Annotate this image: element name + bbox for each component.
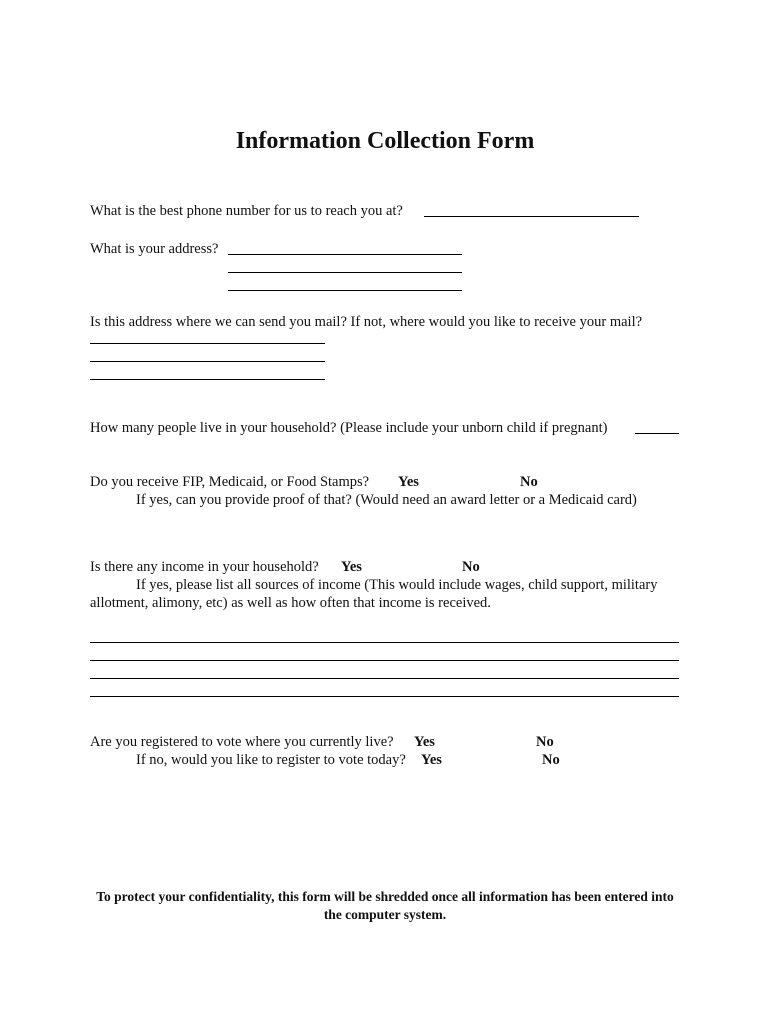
address-field-line-3[interactable]	[228, 290, 462, 291]
household-question: How many people live in your household? (Please include your unborn child if pregnant)	[90, 420, 608, 436]
address-field-line-2[interactable]	[228, 272, 462, 273]
income-yes-option[interactable]: Yes	[341, 559, 362, 575]
income-followup-line-1: If yes, please list all sources of income (This would include wages, child support, military	[136, 577, 658, 593]
income-no-option[interactable]: No	[462, 559, 480, 575]
register-yes-option[interactable]: Yes	[421, 752, 442, 768]
income-field-line-3[interactable]	[90, 678, 679, 679]
benefits-followup: If yes, can you provide proof of that? (Would need an award letter or a Medicaid card)	[136, 492, 637, 508]
register-no-option[interactable]: No	[542, 752, 560, 768]
mail-field-line-1[interactable]	[90, 343, 325, 344]
benefits-no-option[interactable]: No	[520, 474, 538, 490]
mail-question: Is this address where we can send you mail? If not, where would you like to receive your mail?	[90, 314, 643, 330]
page-title: Information Collection Form	[235, 128, 535, 154]
benefits-yes-option[interactable]: Yes	[398, 474, 419, 490]
mail-field-line-3[interactable]	[90, 379, 325, 380]
income-field-line-2[interactable]	[90, 660, 679, 661]
income-field-line-4[interactable]	[90, 696, 679, 697]
income-question: Is there any income in your household?	[90, 559, 319, 575]
register-followup: If no, would you like to register to vote today?	[136, 752, 406, 768]
vote-yes-option[interactable]: Yes	[414, 734, 435, 750]
vote-no-option[interactable]: No	[536, 734, 554, 750]
income-followup-line-2: allotment, alimony, etc) as well as how often that income is received.	[90, 595, 491, 611]
phone-field[interactable]	[424, 216, 639, 217]
phone-question: What is the best phone number for us to reach you at?	[90, 203, 403, 219]
household-count-field[interactable]	[635, 433, 679, 434]
benefits-question: Do you receive FIP, Medicaid, or Food Stamps?	[90, 474, 370, 490]
confidentiality-notice: To protect your confidentiality, this form will be shredded once all information has been entered into the computer system.	[96, 889, 674, 922]
address-question: What is your address?	[90, 241, 219, 257]
mail-field-line-2[interactable]	[90, 361, 325, 362]
income-field-line-1[interactable]	[90, 642, 679, 643]
vote-question: Are you registered to vote where you currently live?	[90, 734, 394, 750]
address-field-line-1[interactable]	[228, 254, 462, 255]
